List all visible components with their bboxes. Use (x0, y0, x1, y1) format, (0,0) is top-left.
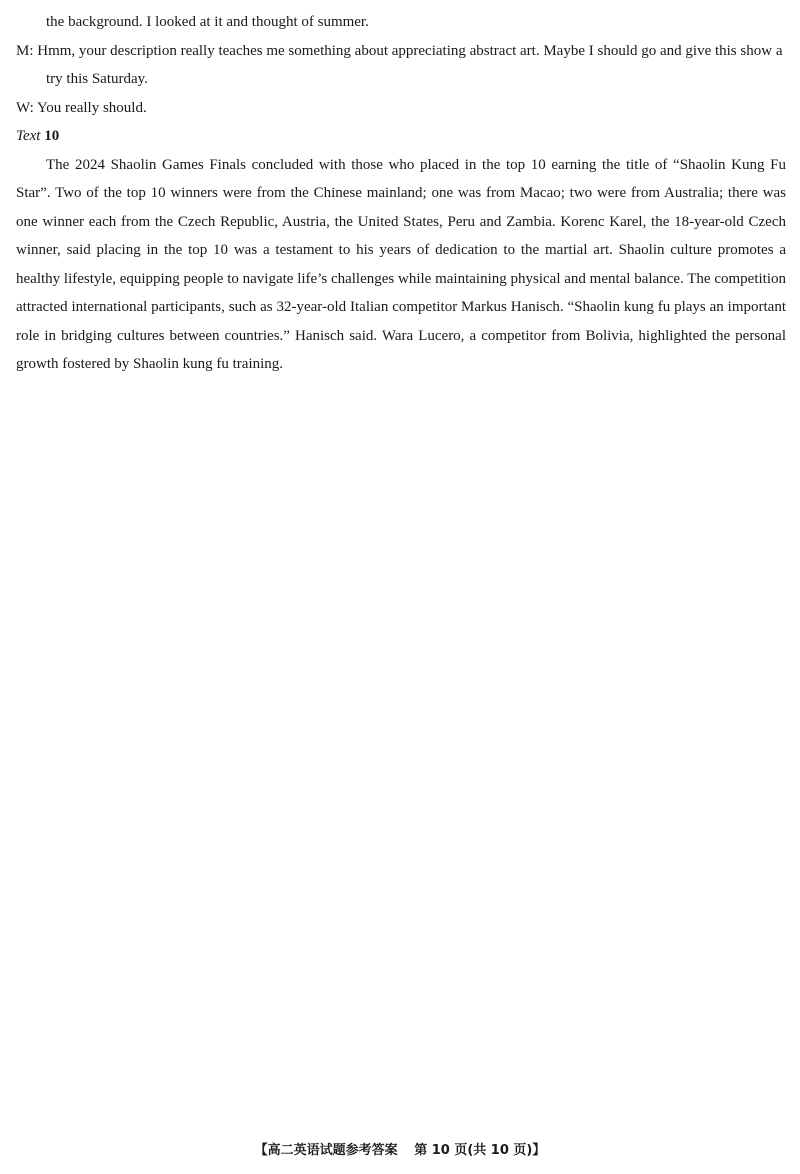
dialogue-w-turn: W: You really should. (16, 99, 147, 116)
section-number: 10 (44, 128, 60, 144)
footer-doc-title: 【高二英语试题参考答案 (254, 1143, 398, 1158)
page-footer (0, 1139, 800, 1158)
dialogue-m-turn: M: Hmm, your description really teaches me something about appreciating abstract art. Maybe I should go and give this show a try this Saturday. (16, 42, 783, 87)
document-body (16, 8, 786, 379)
section-label: Text (16, 128, 41, 144)
passage-paragraph: The 2024 Shaolin Games Finals concluded with those who placed in the top 10 earning the title of “Shaolin Kung Fu Star”. Two of the top 10 winners were from the Chinese mainland; one was from Macao; two were from Australia; there was one winner each from the Czech Republic, Austria, the United States, Peru and Zambia. Korenc Karel, the 18-year-old Czech winner, said placing in the top 10 was a testament to his years of dedication to the martial art. Shaolin culture promotes a healthy lifestyle, equipping people to navigate life’s challenges while maintaining physical and mental balance. The competition attracted international participants, such as 32-year-old Italian competitor Markus Hanisch. “Shaolin kung fu plays an important role in bridging cultures between countries.” Hanisch said. Wara Lucero, a competitor from Bolivia, highlighted the personal growth fostered by Shaolin kung fu training. (16, 156, 786, 372)
footer-page-info: 第 10 页(共 10 页)】 (414, 1143, 546, 1158)
section-heading (16, 122, 786, 151)
dialogue-continuation: the background. I looked at it and thought of summer. (46, 14, 369, 30)
